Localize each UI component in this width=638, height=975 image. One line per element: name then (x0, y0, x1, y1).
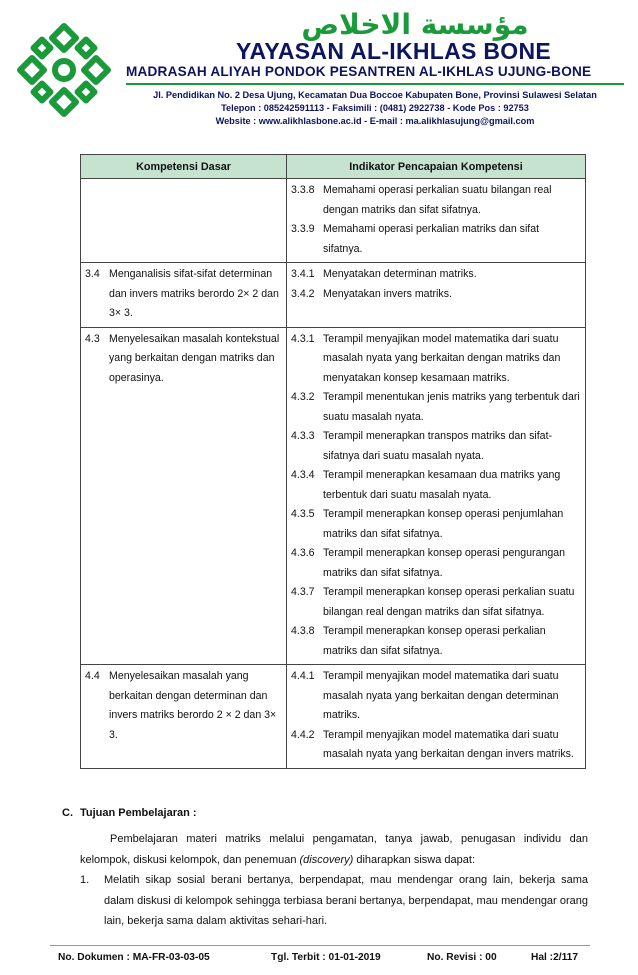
table-row (81, 263, 586, 328)
indicator-cell (287, 327, 586, 665)
indicator-text: Menyatakan determinan matriks. (323, 268, 477, 280)
kd-text: Menganalisis sifat-sifat determinan dan invers matriks berordo 2× 2 dan 3× 3. (109, 268, 279, 319)
school-name: MADRASAH ALIYAH PONDOK PESANTREN AL-IKHLAS UJUNG-BONE (126, 64, 592, 79)
letterhead (0, 0, 638, 140)
kd-number: 3.4 (85, 268, 100, 280)
indicator-text: Terampil menentukan jenis matriks yang terbentuk dari suatu masalah nyata. (323, 391, 580, 423)
table-row (81, 179, 586, 263)
table-body (81, 179, 586, 769)
indicator-item (291, 220, 581, 259)
indicator-number: 3.4.2 (291, 287, 315, 300)
list-number: 1. (80, 874, 90, 886)
indicator-text: Terampil menerapkan konsep operasi perkalian matriks dan sifat sifatnya. (323, 625, 546, 657)
indicator-item (291, 667, 581, 726)
indicator-number: 4.3.2 (291, 391, 315, 403)
kd-item (85, 667, 282, 745)
list-item (80, 870, 588, 932)
kd-text: Menyelesaikan masalah kontekstual yang berkaitan dengan matriks dan operasinya. (109, 332, 280, 384)
indicator-number: 4.3.5 (291, 508, 315, 520)
header-kd: Kompetensi Dasar (81, 155, 287, 179)
indicator-item (291, 330, 581, 389)
indicator-number: 4.3.7 (291, 586, 315, 598)
kd-cell (81, 665, 287, 769)
page-number: Hal :2/117 (531, 952, 579, 963)
indicator-number: 3.3.8 (291, 184, 315, 196)
indicator-item (291, 388, 581, 427)
indicator-item (291, 544, 581, 583)
website: Website : www.alikhlasbone.ac.id - E-mail : ma.alikhlasujung@gmail.com (215, 116, 535, 126)
indicator-cell (287, 263, 586, 328)
indicator-item (291, 285, 581, 305)
indicator-number: 4.4.2 (291, 728, 315, 741)
indicator-number: 4.3.3 (291, 430, 315, 442)
arabic-title: مؤسسة الاخلاص (301, 8, 529, 41)
indicator-number: 4.3.6 (291, 547, 315, 559)
kd-item (85, 265, 282, 324)
indicator-text: Memahami operasi perkalian suatu bilangan real dengan matriks dan sifat sifatnya. (323, 184, 552, 216)
section-title: Tujuan Pembelajaran : (80, 807, 197, 819)
indicator-item (291, 427, 581, 466)
indicator-item (291, 622, 581, 661)
indicator-text: Terampil menerapkan konsep operasi penjumlahan matriks dan sifat sifatnya. (323, 508, 564, 540)
indicator-text: Terampil menerapkan konsep operasi pengurangan matriks dan sifat sifatnya. (323, 547, 566, 579)
header-rule (126, 83, 624, 85)
indicator-item (291, 726, 581, 765)
list-text: Melatih sikap sosial berani bertanya, berpendapat, mau mendengar orang lain, bekerja sama dalam diskusi di kelompok sehingga terbiasa berani bertanya, berpendapat, mau mendengar orang lain, bekerja sama dalam aktivitas sehari-hari. (104, 874, 588, 927)
indicator-item (291, 505, 581, 544)
table-row (81, 327, 586, 665)
kd-cell (81, 179, 287, 263)
indicator-text: Terampil menyajikan model matematika dari suatu masalah nyata yang berkaitan dengan determinan matriks. (323, 670, 559, 721)
kd-text: Menyelesaikan masalah yang berkaitan dengan determinan dan invers matriks berordo 2 × 2 dan 3× 3. (109, 670, 277, 741)
indicator-number: 4.4.1 (291, 670, 315, 682)
indicator-text: Terampil menyajikan model matematika dari suatu masalah nyata yang berkaitan dengan invers matriks. (323, 728, 574, 760)
footer (0, 948, 638, 968)
indicator-text: Terampil menerapkan konsep operasi perkalian suatu bilangan real dengan matriks dan sifat sifatnya. (323, 586, 575, 618)
issue-date: Tgl. Terbit : 01-01-2019 (271, 952, 381, 963)
indicator-text: Terampil menerapkan transpos matriks dan sifat-sifatnya dari suatu masalah nyata. (323, 430, 553, 462)
indicator-number: 4.3.4 (291, 469, 315, 481)
kd-number: 4.4 (85, 670, 100, 682)
foundation-name: YAYASAN AL-IKHLAS BONE (236, 38, 552, 64)
kd-cell (81, 327, 287, 665)
kd-cell (81, 263, 287, 328)
objective-list (80, 870, 588, 932)
competency-table (80, 154, 586, 769)
paragraph-text-end: diharapkan siswa dapat: (353, 853, 475, 866)
indicator-cell (287, 179, 586, 263)
revision: No. Revisi : 00 (427, 952, 497, 963)
objective-paragraph (80, 829, 588, 870)
table-header-row (81, 155, 586, 179)
indicator-text: Memahami operasi perkalian matriks dan sifat sifatnya. (323, 223, 540, 255)
address: Jl. Pendidikan No. 2 Desa Ujung, Kecamatan Dua Boccoe Kabupaten Bone, Provinsi Sulawesi Selatan (153, 90, 597, 100)
indicator-text: Terampil menerapkan kesamaan dua matriks yang terbentuk dari suatu masalah nyata. (323, 469, 561, 501)
phone: Telepon : 085242591113 - Faksimili : (0481) 2922738 - Kode Pos : 92753 (221, 103, 529, 113)
paragraph-emphasis: (discovery) (299, 853, 354, 866)
indicator-text: Terampil menyajikan model matematika dari suatu masalah nyata yang berkaitan dengan matriks dan menyatakan konsep kesamaan matriks. (323, 332, 561, 384)
indicator-item (291, 265, 581, 285)
kd-number: 4.3 (85, 332, 100, 345)
foundation-logo (14, 20, 114, 120)
indicator-item (291, 466, 581, 505)
indicator-number: 3.3.9 (291, 223, 315, 235)
indicator-number: 3.4.1 (291, 268, 315, 280)
indicator-text: Menyatakan invers matriks. (323, 287, 452, 300)
paragraph-text: Pembelajaran materi matriks melalui pengamatan, tanya jawab, penugasan individu dan kelompok, diskusi kelompok, dan penemuan (80, 833, 588, 866)
section-heading (62, 807, 197, 819)
indicator-number: 4.3.1 (291, 332, 315, 345)
header-indicator: Indikator Pencapaian Kompetensi (287, 155, 586, 179)
doc-number: No. Dokumen : MA-FR-03-03-05 (58, 952, 210, 963)
indicator-item (291, 181, 581, 220)
footer-rule (50, 945, 590, 946)
table-row (81, 665, 586, 769)
indicator-item (291, 583, 581, 622)
kd-item (85, 330, 282, 389)
indicator-number: 4.3.8 (291, 625, 315, 637)
indicator-cell (287, 665, 586, 769)
section-letter: C. (62, 807, 73, 819)
